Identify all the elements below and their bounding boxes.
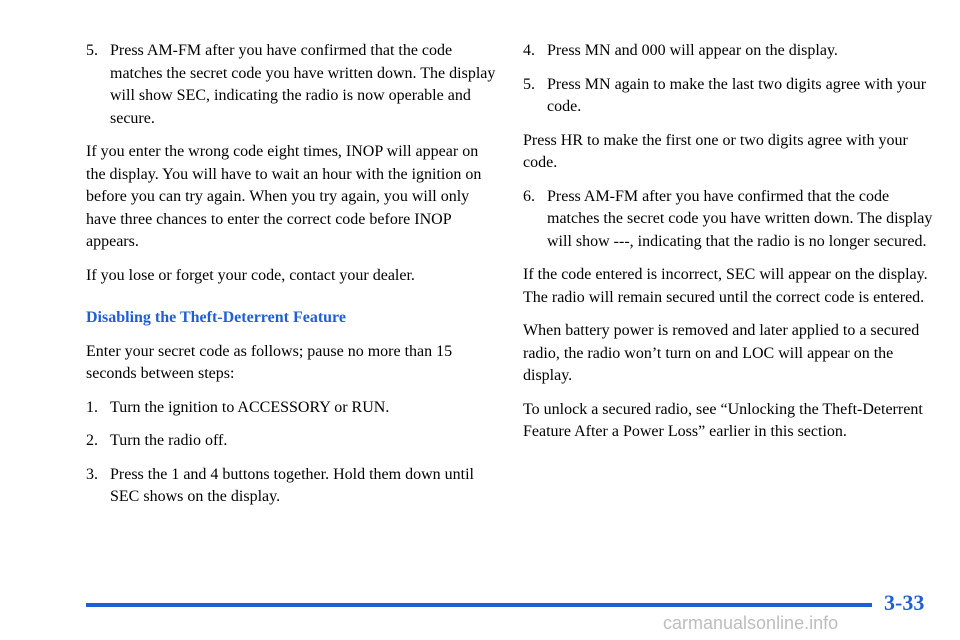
step-text: Turn the ignition to ACCESSORY or RUN.	[110, 398, 390, 416]
watermark: carmanualsonline.info	[663, 613, 839, 633]
step-number: 6.	[523, 187, 535, 205]
hr-paragraph: Press HR to make the first one or two digits agree with your code.	[523, 131, 908, 171]
step-number: 1.	[86, 398, 98, 416]
lose-code-paragraph: If you lose or forget your code, contact your dealer.	[86, 266, 415, 284]
step-4	[523, 40, 933, 63]
page-number: 3-33	[884, 590, 925, 615]
step-number: 5.	[86, 42, 98, 59]
battery-paragraph: When battery power is removed and later applied to a secured radio, the radio won’t turn on and LOC will appear on the display.	[523, 322, 920, 384]
step-number: 3.	[86, 465, 98, 483]
incorrect-code-paragraph: If the code entered is incorrect, SEC will appear on the display. The radio will remain secured until the correct code is entered.	[523, 266, 928, 306]
inop-paragraph: If you enter the wrong code eight times, INOP will appear on the display. You will have to wait an hour with the ignition on before you can try again. When you try again, you will only have three chances to enter the correct code before INOP appears.	[86, 143, 482, 250]
step-text: Press MN and 000 will appear on the display.	[547, 42, 838, 59]
step-text: Press the 1 and 4 buttons together. Hold them down until SEC shows on the display.	[110, 465, 474, 505]
footer-rule	[86, 603, 872, 607]
step-text: Press MN again to make the last two digits agree with your code.	[547, 75, 927, 115]
step-5-confirm	[86, 40, 496, 130]
step-1	[86, 397, 496, 420]
step-number: 5.	[523, 75, 535, 93]
step-text: Press AM‐FM after you have confirmed that the code matches the secret code you have written down. The display will show SEC, indicating the radio is now operable and secure.	[110, 42, 496, 127]
step-2	[86, 430, 496, 453]
right-column	[523, 40, 933, 455]
step-5-mn	[523, 74, 933, 119]
step-number: 4.	[523, 42, 535, 59]
step-text: Turn the radio off.	[110, 432, 228, 449]
unlock-paragraph: To unlock a secured radio, see “Unlocking the Theft‐Deterrent Feature After a Power Loss” earlier in this section.	[523, 400, 923, 440]
left-column	[86, 40, 496, 520]
step-text: Press AM‐FM after you have confirmed that the code matches the secret code you have written down. The display will show ‐‐‐, indicating that the radio is no longer secured.	[547, 187, 933, 250]
step-6	[523, 186, 933, 254]
step-number: 2.	[86, 432, 98, 449]
intro-paragraph: Enter your secret code as follows; pause no more than 15 seconds between steps:	[86, 342, 453, 382]
section-heading: Disabling the Theft‐Deterrent Feature	[86, 309, 346, 326]
step-3	[86, 464, 496, 509]
